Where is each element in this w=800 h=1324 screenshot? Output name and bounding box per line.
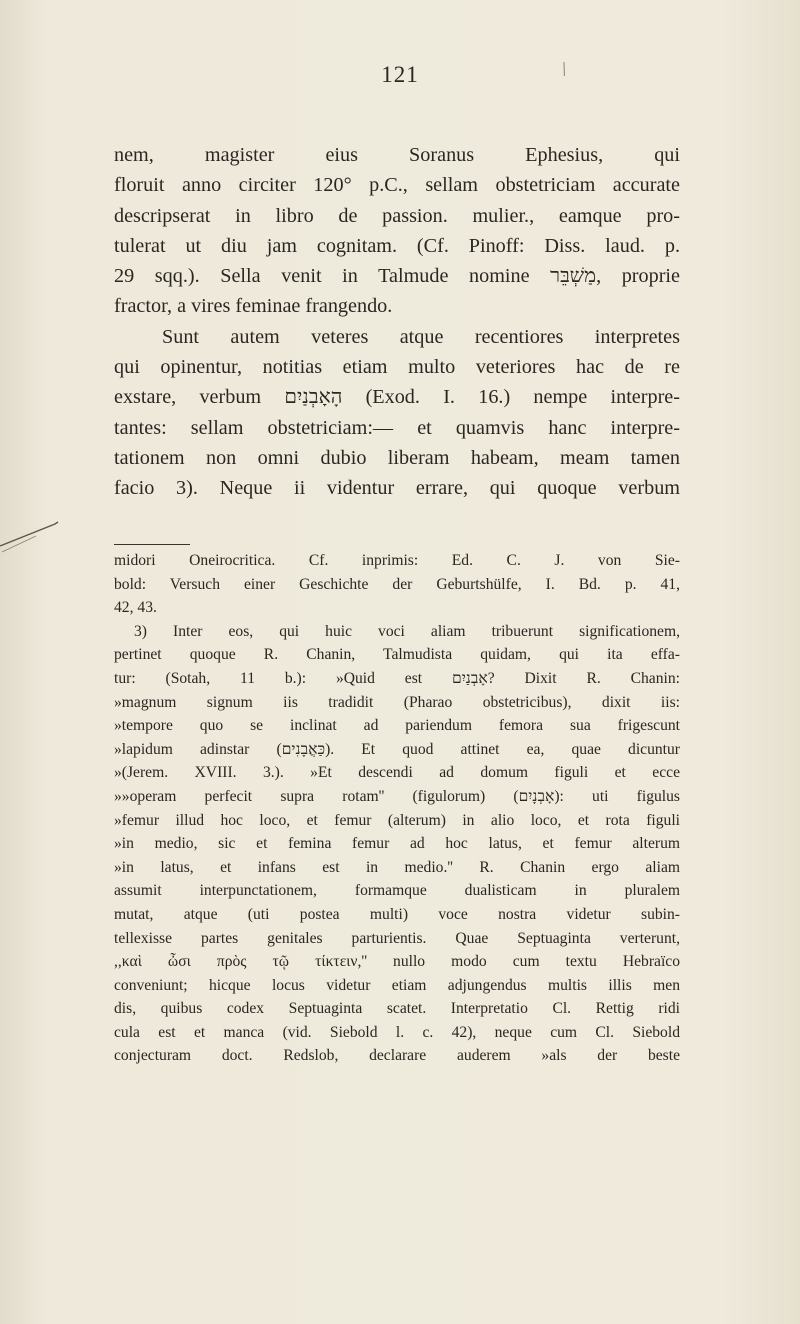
main-text-line: fractor, a vires feminae frangendo. <box>114 295 393 318</box>
footnote-line: »femur illud hoc loco, et femur (alterum) in alio loco, et rota figuli <box>114 811 680 829</box>
footnote-line: assumit interpunctationem, formamque dualisticam in pluralem <box>114 882 680 900</box>
footnote-line: »magnum signum iis tradidit (Pharao obstetricibus), dixit iis: <box>114 693 680 711</box>
main-text-line: tulerat ut diu jam cognitam. (Cf. Pinoff: Diss. laud. p. <box>114 234 680 257</box>
footnote-line: cula est et manca (vid. Siebold l. c. 42), neque cum Cl. Siebold <box>114 1023 680 1041</box>
main-text-line: Sunt autem veteres atque recentiores interpretes <box>162 325 680 348</box>
footnote-divider <box>114 544 190 545</box>
footnote-line: conjecturam doct. Redslob, declarare auderem »als der beste <box>114 1047 680 1065</box>
footnote-line: tur: (Sotah, 11 b.): »Quid est אָבְנַיִם? Dixit R. Chanin: <box>114 669 680 687</box>
footnote-line: »in latus, et infans est in medio.'' R. Chanin ergo aliam <box>114 858 680 876</box>
footnote-line: 42, 43. <box>114 599 157 617</box>
footnote-line: pertinet quoque R. Chanin, Talmudista quidam, qui ita effa- <box>114 646 680 664</box>
footnote-line: dis, quibus codex Septuaginta scatet. Interpretatio Cl. Rettig ridi <box>114 1000 680 1018</box>
footnote-line: »»operam perfecit supra rotam'' (figulorum) (אָבְנָיִם): uti figulus <box>114 787 681 805</box>
main-text-block <box>114 140 680 504</box>
main-text-line: exstare, verbum הָאָבְנַיִם (Exod. I. 16.) nempe interpre- <box>114 386 680 409</box>
footnote-line: »tempore quo se inclinat ad pariendum femora sua frigescunt <box>114 717 680 735</box>
main-text-line: 29 sqq.). Sella venit in Talmude nomine מַשְׁבֵּר, proprie <box>114 265 680 288</box>
footnote-line: tellexisse partes genitales parturientis. Quae Septuaginta verterunt, <box>114 929 680 947</box>
footnote-line: conveniunt; hicque locus videtur etiam adjungendus multis illis men <box>114 976 680 994</box>
footnote-line: midori Oneirocritica. Cf. inprimis: Ed. C. J. von Sie- <box>114 552 680 569</box>
page-edge-mark <box>0 506 80 556</box>
footnotes-block <box>114 549 680 1068</box>
footnote-line: »lapidum adinstar (כַּאֲבָנִים). Et quod attinet ea, quae dicuntur <box>114 740 680 758</box>
footnote-line: 3) Inter eos, qui huic voci aliam tribuerunt significationem, <box>134 622 680 640</box>
main-text-line: tantes: sellam obstetriciam:— et quamvis hanc interpre- <box>114 416 680 439</box>
footnote-line: mutat, atque (uti postea multi) voce nostra videtur subin- <box>114 905 680 923</box>
main-text-line: floruit anno circiter 120° p.C., sellam obstetriciam accurate <box>114 174 680 197</box>
footnote-line: ,,καὶ ὦσι πρὸς τῷ τίκτειν,'' nullo modo cum textu Hebraïco <box>114 953 680 971</box>
footnote-line: »(Jerem. XVIII. 3.). »Et descendi ad domum figuli et ecce <box>114 764 680 782</box>
main-text-line: facio 3). Neque ii videntur errare, qui quoque verbum <box>114 477 680 500</box>
main-text-line: descripserat in libro de passion. mulier., eamque pro- <box>114 204 680 227</box>
page-number: 121 <box>381 62 419 87</box>
main-text-line: tationem non omni dubio liberam habeam, meam tamen <box>114 446 680 469</box>
footnote-line: »in medio, sic et femina femur ad hoc latus, et femur alterum <box>114 835 680 853</box>
main-text-line: qui opinentur, notitias etiam multo veteriores hac de re <box>114 356 680 379</box>
main-text-line: nem, magister eius Soranus Ephesius, qui <box>114 144 680 166</box>
footnote-line: bold: Versuch einer Geschichte der Geburtshülfe, I. Bd. p. 41, <box>114 575 680 593</box>
